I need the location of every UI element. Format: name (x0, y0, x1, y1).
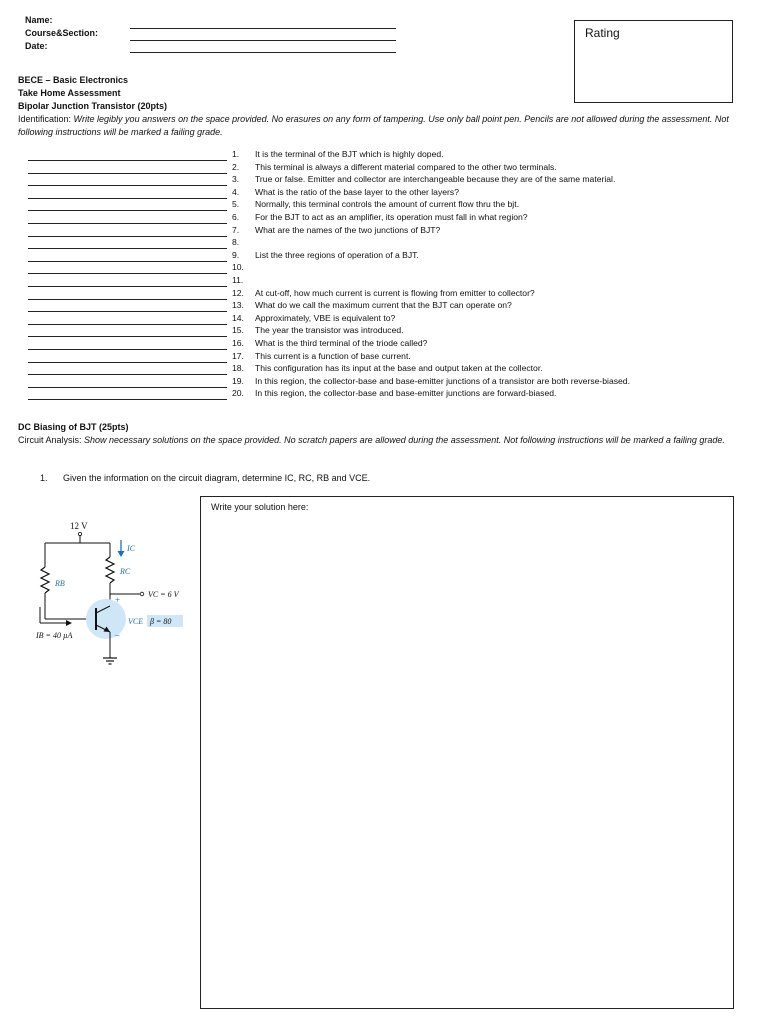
rating-box[interactable] (574, 20, 733, 103)
ib-arrowhead-icon (66, 620, 72, 626)
beta-label: β = 80 (150, 617, 172, 626)
question-number: 2. (232, 161, 240, 172)
list-item (232, 224, 752, 237)
answer-blank-line[interactable] (28, 387, 227, 388)
question-text: This terminal is always a different material compared to the other two terminals. (255, 161, 557, 172)
list-item (232, 274, 752, 287)
question-text: What are the names of the two junctions of BJT? (255, 224, 441, 235)
answer-blank-line[interactable] (28, 273, 227, 274)
answer-blank-line[interactable] (28, 236, 227, 237)
question-number: 19. (232, 375, 244, 386)
answer-blank-line[interactable] (28, 399, 227, 400)
answer-blank-line[interactable] (28, 299, 227, 300)
section1-title: Bipolar Junction Transistor (20pts) (18, 101, 168, 111)
date-field-line[interactable] (130, 52, 396, 53)
identification-instructions (18, 113, 748, 139)
question-number: 3. (232, 174, 240, 185)
question-text: The year the transistor was introduced. (255, 325, 404, 336)
list-item (232, 173, 752, 186)
question-number: 17. (232, 350, 244, 361)
question-text: This configuration has its input at the base and output taken at the collector. (255, 363, 543, 374)
ib-label: IB = 40 µA (36, 631, 73, 640)
list-item (232, 312, 752, 325)
answer-blank-line[interactable] (28, 336, 227, 337)
question-number: 6. (232, 211, 240, 222)
list-item (232, 148, 752, 161)
rating-label: Rating (585, 26, 620, 40)
list-item (232, 375, 752, 388)
identification-label: Identification: (18, 114, 74, 124)
circuit-analysis-instructions (18, 434, 743, 447)
answer-blank-line[interactable] (28, 173, 227, 174)
answer-blank-line[interactable] (28, 286, 227, 287)
list-item (232, 261, 752, 274)
section2-title: DC Biasing of BJT (25pts) (18, 422, 129, 432)
list-item (232, 324, 752, 337)
date-label: Date: (25, 41, 48, 51)
answer-blank-line[interactable] (28, 185, 227, 186)
list-item (232, 299, 752, 312)
course-code: BECE – Basic Electronics (18, 75, 129, 85)
name-label: Name: (25, 15, 53, 25)
answer-blank-line[interactable] (28, 198, 227, 199)
answer-blank-line[interactable] (28, 324, 227, 325)
solution-box[interactable] (200, 496, 734, 1009)
list-item (232, 249, 752, 262)
course-section-field-line[interactable] (130, 40, 396, 41)
question-number: 11. (232, 274, 244, 285)
question-number: 12. (232, 287, 244, 298)
question-number: 8. (232, 237, 240, 248)
answer-blank-line[interactable] (28, 210, 227, 211)
question-number: 15. (232, 325, 244, 336)
question-text: Approximately, VBE is equivalent to? (255, 312, 396, 323)
transistor-highlight (86, 599, 126, 639)
question-number: 13. (232, 300, 244, 311)
bjt-circuit-diagram (30, 512, 195, 677)
question-number: 10. (232, 262, 244, 273)
ic-arrowhead-icon (118, 551, 125, 557)
identification-text: Write legibly you answers on the space provided. No erasures on any form of tampering. Use only ball point pen. Pencils are not allowed during the assessment. Not following instructions will be marked a failing grade. (18, 114, 729, 137)
vc-terminal (140, 592, 144, 596)
list-item (232, 211, 752, 224)
list-item (232, 186, 752, 199)
question-number: 14. (232, 312, 244, 323)
vc-label: VC = 6 V (148, 590, 179, 599)
supply-label: 12 V (70, 521, 88, 531)
list-item (232, 337, 752, 350)
list-item (232, 287, 752, 300)
question-text: For the BJT to act as an amplifier, its operation must fall in what region? (255, 211, 528, 222)
question-number: 4. (232, 186, 240, 197)
question-text: Normally, this terminal controls the amount of current flow thru the bjt. (255, 199, 519, 210)
rb-label: RB (55, 579, 65, 588)
question-number: 1. (232, 149, 240, 159)
problem-text: Given the information on the circuit diagram, determine IC, RC, RB and VCE. (63, 473, 371, 483)
question-text: What is the third terminal of the triode called? (255, 337, 428, 348)
answer-blank-line[interactable] (28, 261, 227, 262)
assessment-title: Take Home Assessment (18, 88, 121, 98)
question-text: This current is a function of base current. (255, 350, 411, 361)
answer-blank-line[interactable] (28, 160, 227, 161)
circuit-analysis-text: Show necessary solutions on the space provided. No scratch papers are allowed during the assessment. Not following instructions will be marked a failing grade. (84, 435, 725, 445)
question-number: 7. (232, 224, 240, 235)
vce-plus-sign: + (115, 595, 121, 605)
list-item (232, 198, 752, 211)
question-number: 18. (232, 363, 244, 374)
question-text: It is the terminal of the BJT which is highly doped. (255, 149, 444, 159)
list-item (232, 387, 752, 400)
question-text: In this region, the collector-base and base-emitter junctions of a transistor are both reverse-biased. (255, 375, 630, 386)
course-section-label: Course&Section: (25, 28, 99, 38)
question-number: 9. (232, 249, 240, 260)
list-item (232, 161, 752, 174)
question-list (232, 148, 752, 400)
question-number: 20. (232, 388, 244, 399)
ic-label: IC (127, 544, 135, 553)
list-item (232, 236, 752, 249)
question-text: List the three regions of operation of a BJT. (255, 249, 419, 260)
question-number: 5. (232, 199, 240, 210)
question-number: 16. (232, 337, 244, 348)
list-item (232, 350, 752, 363)
answer-blank-line[interactable] (28, 223, 227, 224)
problem-number: 1. (40, 473, 48, 483)
answer-blank-line[interactable] (28, 362, 227, 363)
rb-resistor (41, 567, 49, 593)
circuit-analysis-label: Circuit Analysis: (18, 435, 85, 445)
answer-blank-line[interactable] (28, 248, 227, 249)
answer-blank-line[interactable] (28, 311, 227, 312)
vce-label: VCE (128, 617, 144, 626)
question-text: True or false. Emitter and collector are interchangeable because they are of the same material. (255, 174, 616, 185)
solution-label: Write your solution here: (211, 502, 309, 512)
question-text: What do we call the maximum current that the BJT can operate on? (255, 300, 512, 311)
rc-resistor (106, 557, 114, 583)
name-field-line[interactable] (130, 28, 396, 29)
question-text: At cut-off, how much current is current is flowing from emitter to collector? (255, 287, 535, 298)
question-text: What is the ratio of the base layer to the other layers? (255, 186, 459, 197)
answer-blank-line[interactable] (28, 349, 227, 350)
list-item (232, 362, 752, 375)
question-text: In this region, the collector-base and base-emitter junctions are forward-biased. (255, 388, 557, 399)
vce-minus-sign: – (115, 630, 120, 640)
answer-blank-line[interactable] (28, 374, 227, 375)
rc-label: RC (120, 567, 131, 576)
